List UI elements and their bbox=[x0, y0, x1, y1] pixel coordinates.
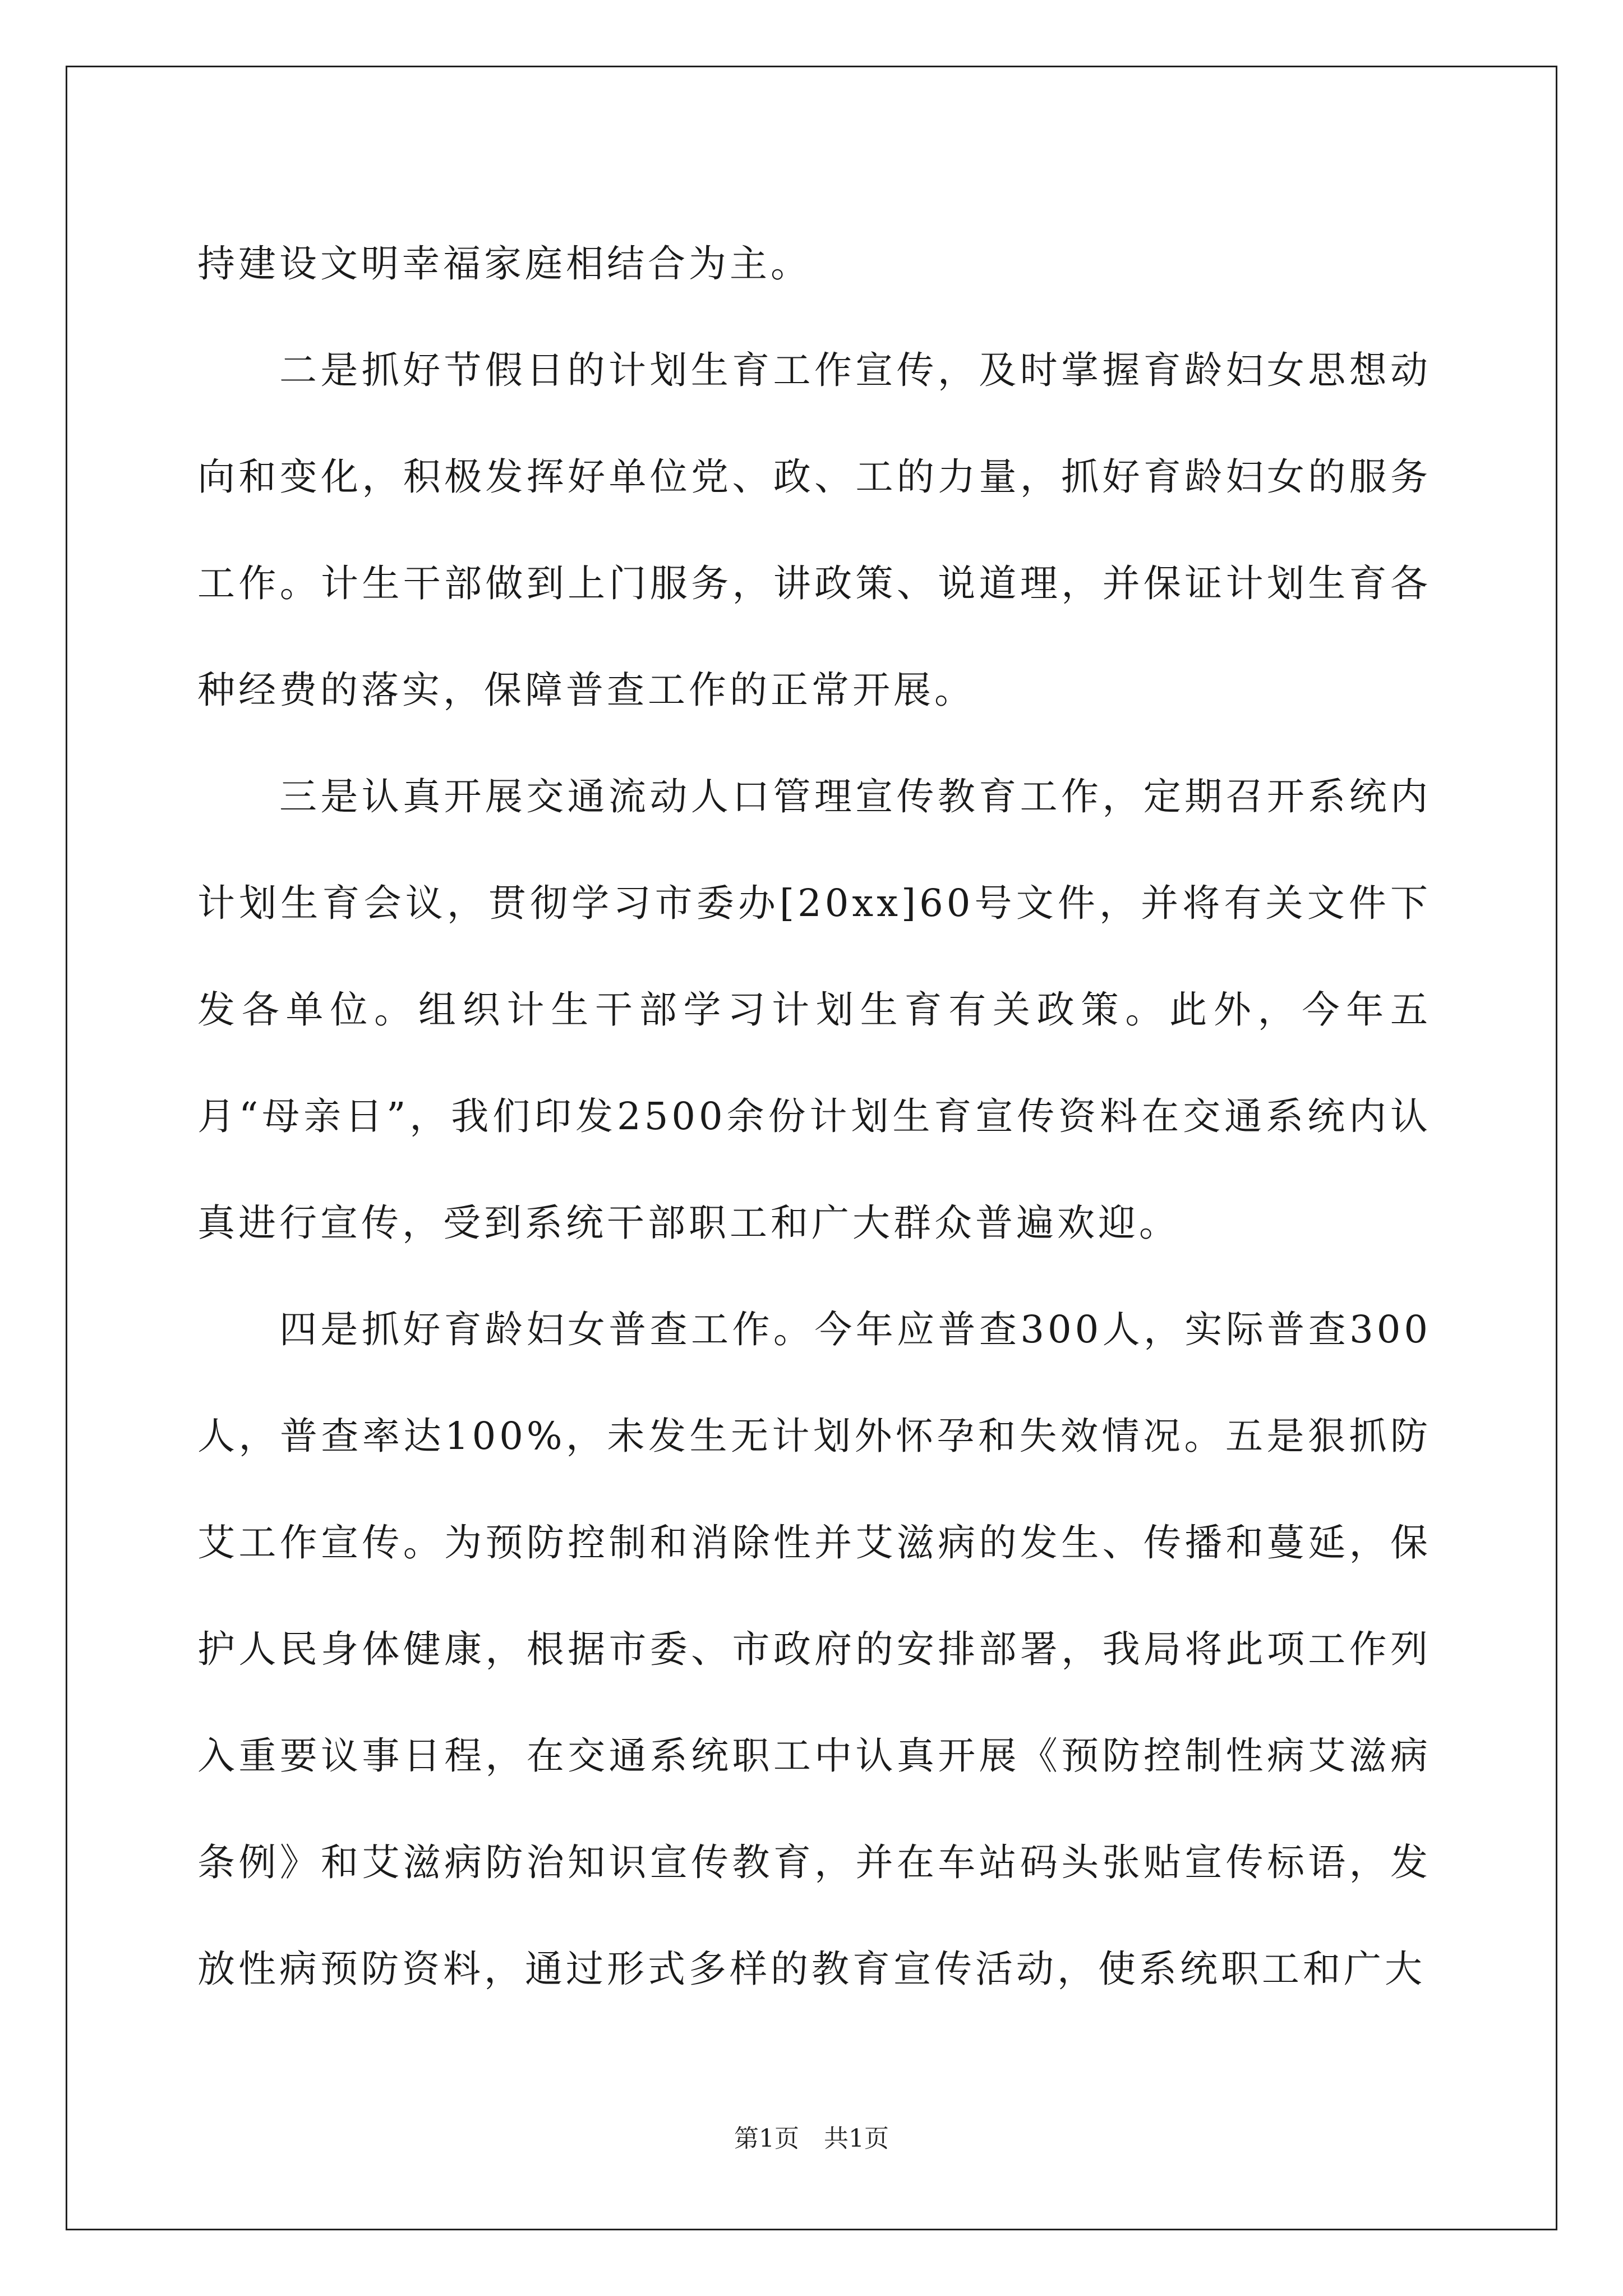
page-footer bbox=[0, 2122, 1623, 2156]
paragraph-1: 持建设文明幸福家庭相结合为主。 bbox=[197, 242, 811, 286]
paragraph-2: 二是抓好节假日的计划生育工作宣传，及时掌握育龄妇女思想动向和变化，积极发挥好单位党、政、工的力量，抓好育龄妇女的服务工作。计生干部做到上门服务，讲政策、说道理，并保证计划生育各种经费的落实，保障普查工作的正常开展。 bbox=[197, 348, 1431, 712]
page-total: 共1页 bbox=[824, 2124, 889, 2153]
document-body bbox=[197, 210, 1431, 2022]
paragraph-4: 四是抓好育龄妇女普查工作。今年应普查300人，实际普查300人，普查率达100%，未发生无计划外怀孕和失效情况。五是狠抓防艾工作宣传。为预防控制和消除性并艾滋病的发生、传播和蔓延，保护人民身体健康，根据市委、市政府的安排部署，我局将此项工作列入重要议事日程，在交通系统职工中认真开展《预防控制性病艾滋病条例》和艾滋病防治知识宣传教育，并在车站码头张贴宣传标语，发放性病预防资料，通过形式多样的教育宣传活动，使系统职工和广大 bbox=[197, 1308, 1431, 1991]
page-number: 第1页 bbox=[734, 2124, 799, 2153]
paragraph-3: 三是认真开展交通流动人口管理宣传教育工作，定期召开系统内计划生育会议，贯彻学习市委办[20xx]60号文件，并将有关文件下发各单位。组织计生干部学习计划生育有关政策。此外，今年五月“母亲日”，我们印发2500余份计划生育宣传资料在交通系统内认真进行宣传，受到系统干部职工和广大群众普遍欢迎。 bbox=[197, 775, 1431, 1245]
